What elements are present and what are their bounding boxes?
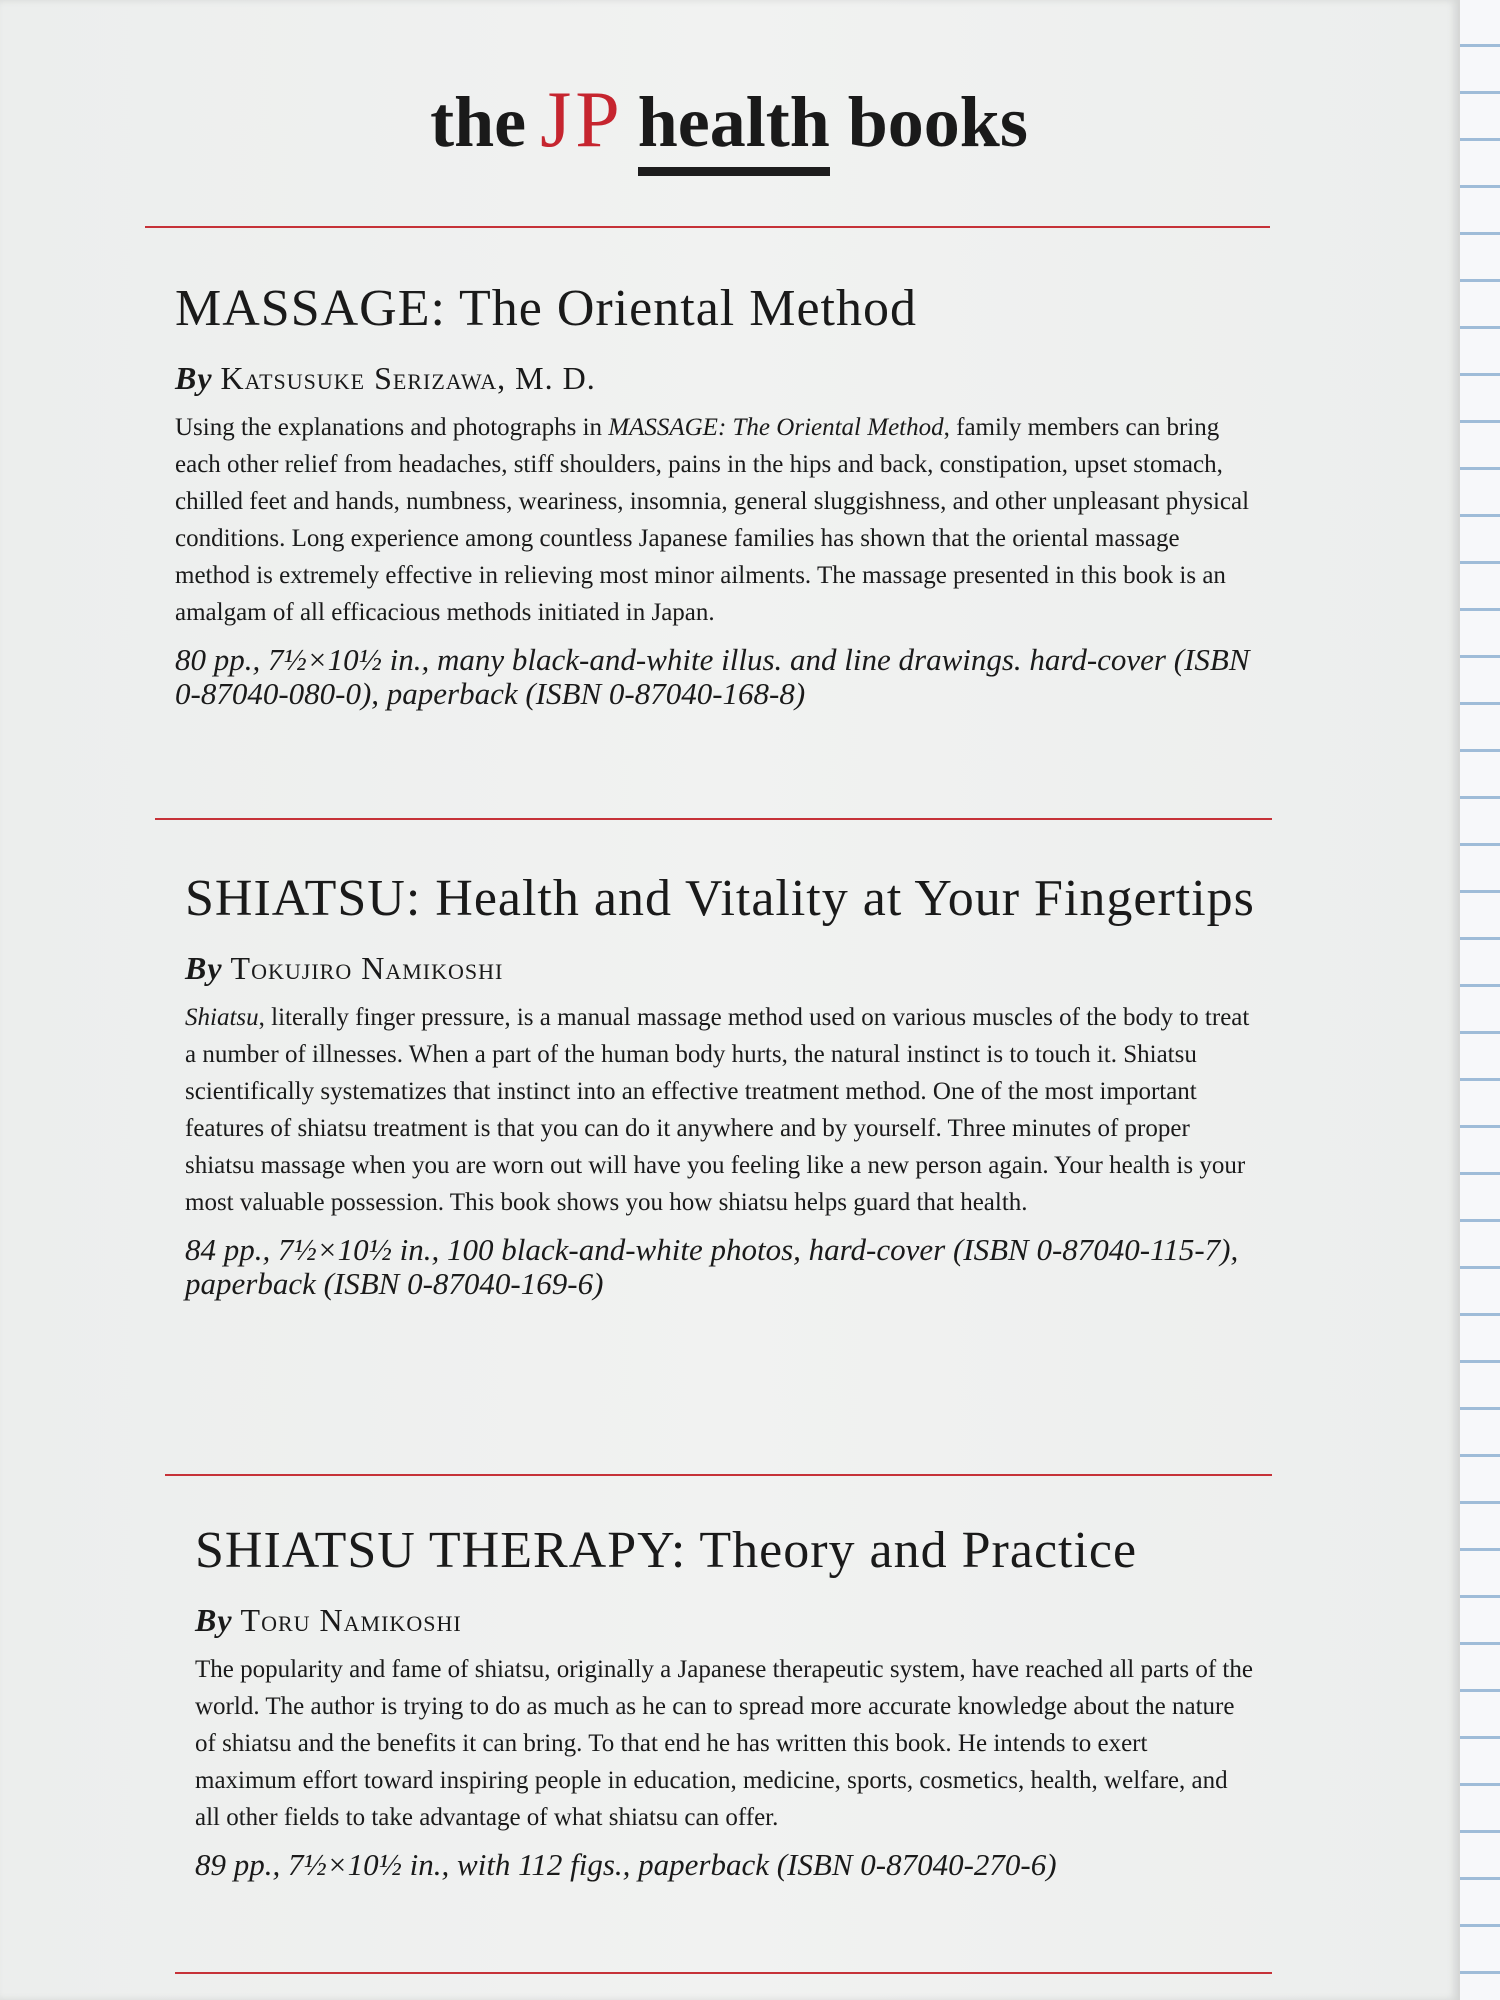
desc-italic: MASSAGE: The Oriental Method (608, 414, 944, 441)
author-name: Katsusuke Serizawa, M. D. (220, 360, 596, 396)
by-label: By (175, 360, 213, 396)
desc-text: Using the explanations and photographs in (175, 414, 609, 441)
book-description (185, 999, 1260, 1221)
notebook-paper-edge (1458, 0, 1500, 2000)
book-title: SHIATSU THERAPY: Theory and Practice (195, 1522, 1138, 1579)
book-description (195, 1651, 1255, 1836)
book-specs: 84 pp., 7½×10½ in., 100 black-and-white photos, hard-cover (ISBN 0-87040-115-7), paperback (ISBN 0-87040-169-6) (185, 1232, 1239, 1301)
masthead-the: the (430, 82, 527, 162)
book-author (175, 360, 1255, 397)
desc-text: , family members can bring each other relief from headaches, stiff shoulders, pains in the hips and back, constipation, upset stomach, chilled feet and hands, numbness, weariness, insomnia, general sluggishness, and other unpleasant physical conditions. Long experience among countless Japanese families has shown that the oriental massage method is extremely effective in relieving most minor ailments. The massage presented in this book is an amalgam of all efficacious methods initiated in Japan. (175, 414, 1250, 626)
jp-logo: JP (540, 76, 624, 164)
series-masthead (0, 76, 1458, 164)
book-author (195, 1602, 1255, 1639)
masthead-books: books (847, 82, 1028, 162)
divider-rule (165, 1474, 1272, 1476)
by-label: By (195, 1602, 233, 1638)
author-name: Tokujiro Namikoshi (230, 950, 504, 986)
by-label: By (185, 950, 223, 986)
divider-rule (155, 818, 1272, 820)
book-title: SHIATSU: Health and Vitality at Your Fingertips (185, 870, 1255, 927)
book-author (185, 950, 1260, 987)
desc-text: , literally finger pressure, is a manual massage method used on various muscles of the body to treat a number of illnesses. When a part of the human body hurts, the natural instinct is to touch it. Shiatsu scientifically systematizes that instinct into an effective treatment method. One of the most important features of shiatsu treatment is that you can do it anywhere and by yourself. Three minutes of proper shiatsu massage when you are worn out will have you feeling like a new person again. Your health is your most valuable possession. This book shows you how shiatsu helps guard that health. (185, 1004, 1250, 1216)
book-entry (185, 868, 1260, 1301)
book-specs: 89 pp., 7½×10½ in., with 112 figs., paperback (ISBN 0-87040-270-6) (195, 1847, 1057, 1882)
book-title: MASSAGE: The Oriental Method (175, 280, 917, 337)
desc-italic: Shiatsu (185, 1004, 259, 1031)
masthead-health: health (637, 82, 830, 162)
desc-text: The popularity and fame of shiatsu, originally a Japanese therapeutic system, have reached all parts of the world. The author is trying to do as much as he can to spread more accurate knowledge about the nature of shiatsu and the benefits it can bring. To that end he has written this book. He intends to exert maximum effort toward inspiring people in education, medicine, sports, cosmetics, health, welfare, and all other fields to take advantage of what shiatsu can offer. (195, 1656, 1253, 1831)
divider-rule (175, 1972, 1272, 1974)
author-name: Toru Namikoshi (240, 1602, 462, 1638)
book-specs: 80 pp., 7½×10½ in., many black-and-white illus. and line drawings. hard-cover (ISBN 0-87040-080-0), paperback (ISBN 0-87040-168-8) (175, 642, 1250, 711)
book-entry (195, 1520, 1255, 1882)
book-description (175, 409, 1255, 631)
book-entry (175, 278, 1255, 711)
divider-rule (145, 226, 1270, 228)
